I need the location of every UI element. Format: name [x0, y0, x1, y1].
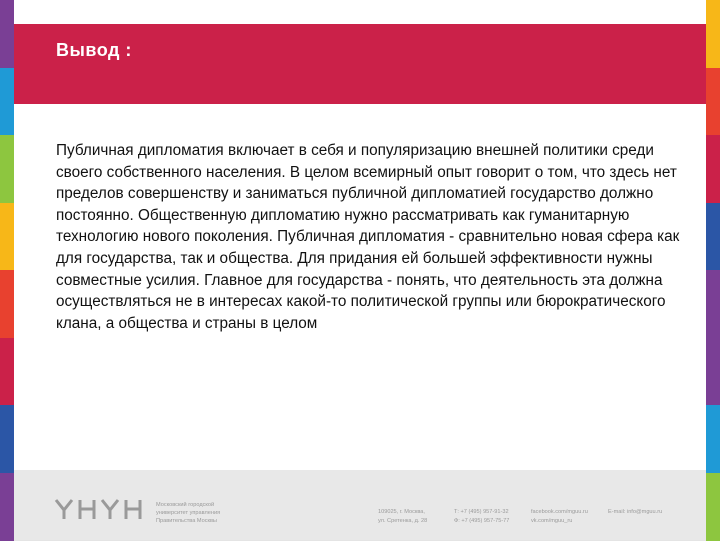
edge-stripe-segment: [706, 338, 720, 407]
footer-address: 109025, г. Москва, ул. Сретенка, д. 28: [378, 508, 427, 526]
edge-stripe-segment: [0, 270, 14, 339]
edge-stripe-segment: [706, 270, 720, 339]
edge-stripe-segment: [0, 135, 14, 204]
edge-stripe-segment: [0, 338, 14, 407]
footer-email[interactable]: E-mail: info@mguu.ru: [608, 508, 662, 517]
logo-caption: Московский городской университет управления Правительства Москвы: [156, 501, 256, 525]
content-card: [14, 104, 706, 470]
left-color-stripe: [0, 0, 14, 540]
slide: [14, 0, 706, 540]
body-text: Публичная дипломатия включает в себя и популяризацию внешней политики среди своего собственного населения. В целом всемирный опыт говорит о том, что здесь нет пределов совершенству и заниматься публичной дипломатией государство должно постоянно. Общественную дипломатию нужно рассматривать как гуманитарную технологию нового поколения. Публичная дипломатия - сравнительно новая сфера как для государства, так и общества. Для придания ей большей эффективности нужны совместные усилия. Главное для государства - понять, что деятельность эта должна осуществляться не в интересах какой-то политической группы или бюрократического клана, а общества и страны в целом: [56, 140, 696, 334]
edge-stripe-segment: [706, 473, 720, 541]
edge-stripe-segment: [706, 203, 720, 272]
right-color-stripe: [706, 0, 720, 540]
edge-stripe-segment: [0, 473, 14, 541]
edge-stripe-segment: [706, 68, 720, 137]
footer-social-links[interactable]: facebook.com/mguu.ru vk.com/mguu_ru: [531, 508, 588, 526]
edge-stripe-segment: [0, 68, 14, 137]
edge-stripe-segment: [0, 203, 14, 272]
top-strip: [14, 0, 706, 24]
title-banner: [14, 24, 706, 104]
footer-phones: Т: +7 (495) 957-91-32 Ф: +7 (495) 957-75-77: [454, 508, 509, 526]
university-logo-icon: [54, 498, 146, 520]
edge-stripe-segment: [706, 135, 720, 204]
edge-stripe-segment: [0, 405, 14, 474]
edge-stripe-segment: [706, 0, 720, 69]
edge-stripe-segment: [0, 0, 14, 69]
footer: [14, 470, 706, 540]
edge-stripe-segment: [706, 405, 720, 474]
slide-title: Вывод :: [56, 40, 132, 61]
